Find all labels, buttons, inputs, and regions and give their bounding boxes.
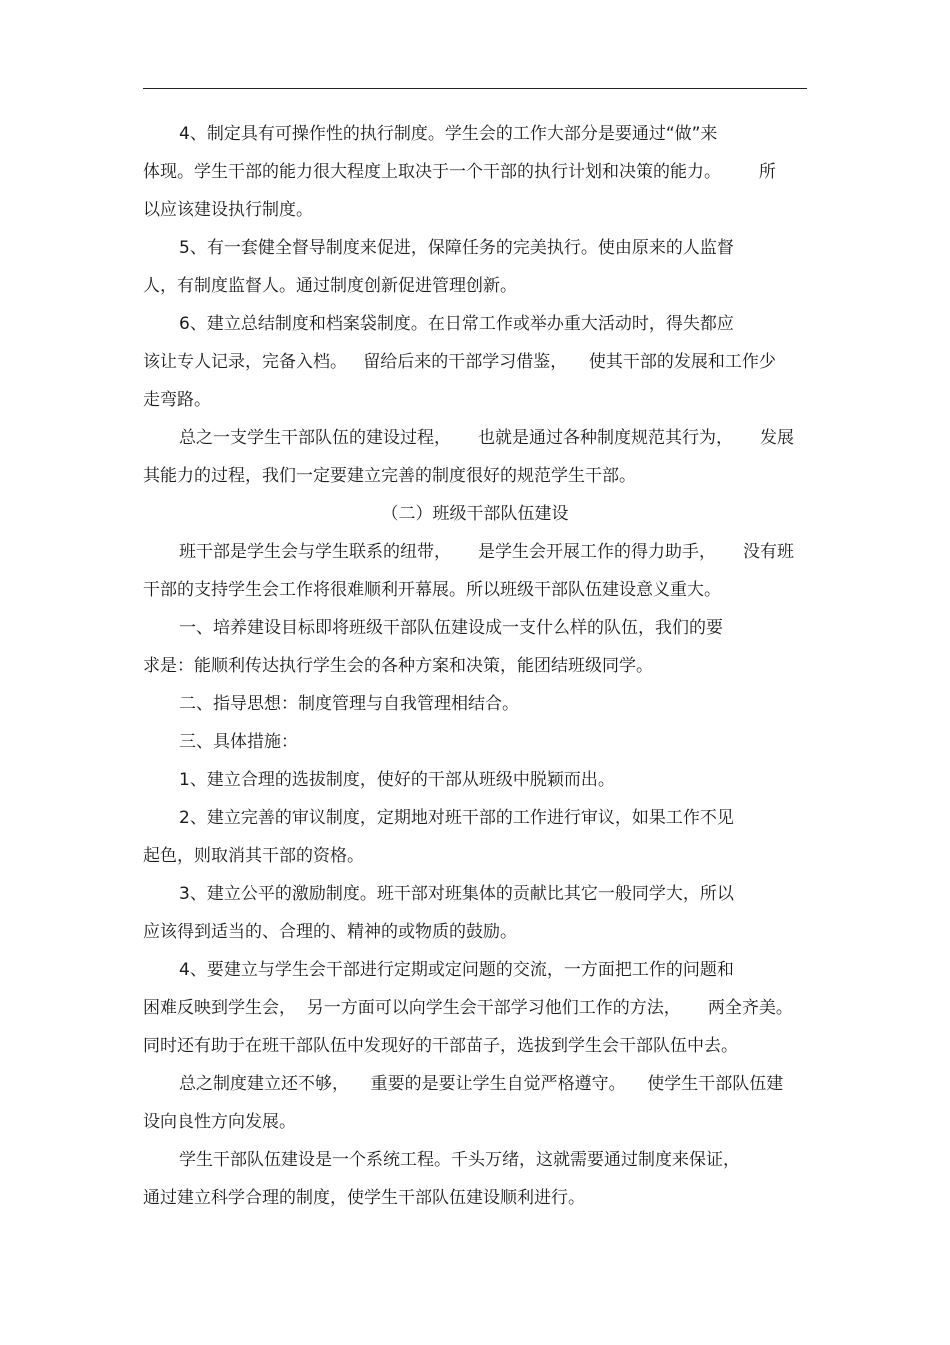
paragraph-line: 班干部是学生会与学生联系的纽带， 是学生会开展工作的得力助手， 没有班 — [179, 542, 795, 562]
paragraph-line: 二、指导思想：制度管理与自我管理相结合。 — [179, 694, 519, 714]
paragraph-line: 2、建立完善的审议制度，定期地对班干部的工作进行审议，如果工作不见 — [179, 808, 734, 828]
paragraph-line: 体现。学生干部的能力很大程度上取决于一个干部的执行计划和决策的能力。 所 — [143, 162, 776, 182]
paragraph-line: 5、有一套健全督导制度来促进，保障任务的完美执行。使由原来的人监督 — [179, 238, 734, 258]
paragraph-line: 干部的支持学生会工作将很难顺利开幕展。所以班级干部队伍建设意义重大。 — [143, 580, 721, 600]
paragraph-line: 总之制度建立还不够， 重要的是要让学生自觉严格遵守。 使学生干部队伍建 — [179, 1074, 784, 1094]
paragraph-line: 总之一支学生干部队伍的建设过程， 也就是通过各种制度规范其行为， 发展 — [179, 428, 795, 448]
paragraph-line: 走弯路。 — [143, 390, 211, 410]
paragraph-line: 困难反映到学生会， 另一方面可以向学生会干部学习他们工作的方法， 两全齐美。 — [143, 998, 793, 1018]
paragraph-line: 4、要建立与学生会干部进行定期或定问题的交流，一方面把工作的问题和 — [179, 960, 734, 980]
paragraph-line: 1、建立合理的选拔制度，使好的干部从班级中脱颖而出。 — [179, 770, 615, 790]
paragraph-line: 4、制定具有可操作性的执行制度。学生会的工作大部分是要通过“做”来 — [179, 124, 718, 144]
paragraph-line: 应该得到适当的、合理的、精神的或物质的鼓励。 — [143, 922, 517, 942]
section-heading: （二）班级干部队伍建设 — [381, 504, 569, 524]
paragraph-line: 设向良性方向发展。 — [143, 1112, 296, 1132]
paragraph-line: 该让专人记录，完备入档。 留给后来的干部学习借鉴， 使其干部的发展和工作少 — [143, 352, 776, 372]
paragraph-line: 起色，则取消其干部的资格。 — [143, 846, 364, 866]
paragraph-line: 同时还有助于在班干部队伍中发现好的干部苗子，选拔到学生会干部队伍中去。 — [143, 1036, 738, 1056]
paragraph-line: 求是：能顺利传达执行学生会的各种方案和决策，能团结班级同学。 — [143, 656, 653, 676]
header-rule — [143, 88, 807, 89]
paragraph-line: 3、建立公平的激励制度。班干部对班集体的贡献比其它一般同学大，所以 — [179, 884, 734, 904]
paragraph-line: 其能力的过程，我们一定要建立完善的制度很好的规范学生干部。 — [143, 466, 636, 486]
paragraph-line: 三、具体措施： — [179, 732, 298, 752]
paragraph-line: 以应该建设执行制度。 — [143, 200, 313, 220]
paragraph-line: 6、建立总结制度和档案袋制度。在日常工作或举办重大活动时，得失都应 — [179, 314, 734, 334]
paragraph-line: 通过建立科学合理的制度，使学生干部队伍建设顺利进行。 — [143, 1188, 585, 1208]
paragraph-line: 学生干部队伍建设是一个系统工程。千头万绪，这就需要通过制度来保证， — [179, 1150, 740, 1170]
paragraph-line: 人，有制度监督人。通过制度创新促进管理创新。 — [143, 276, 517, 296]
paragraph-line: 一、培养建设目标即将班级干部队伍建设成一支什么样的队伍，我们的要 — [179, 618, 723, 638]
